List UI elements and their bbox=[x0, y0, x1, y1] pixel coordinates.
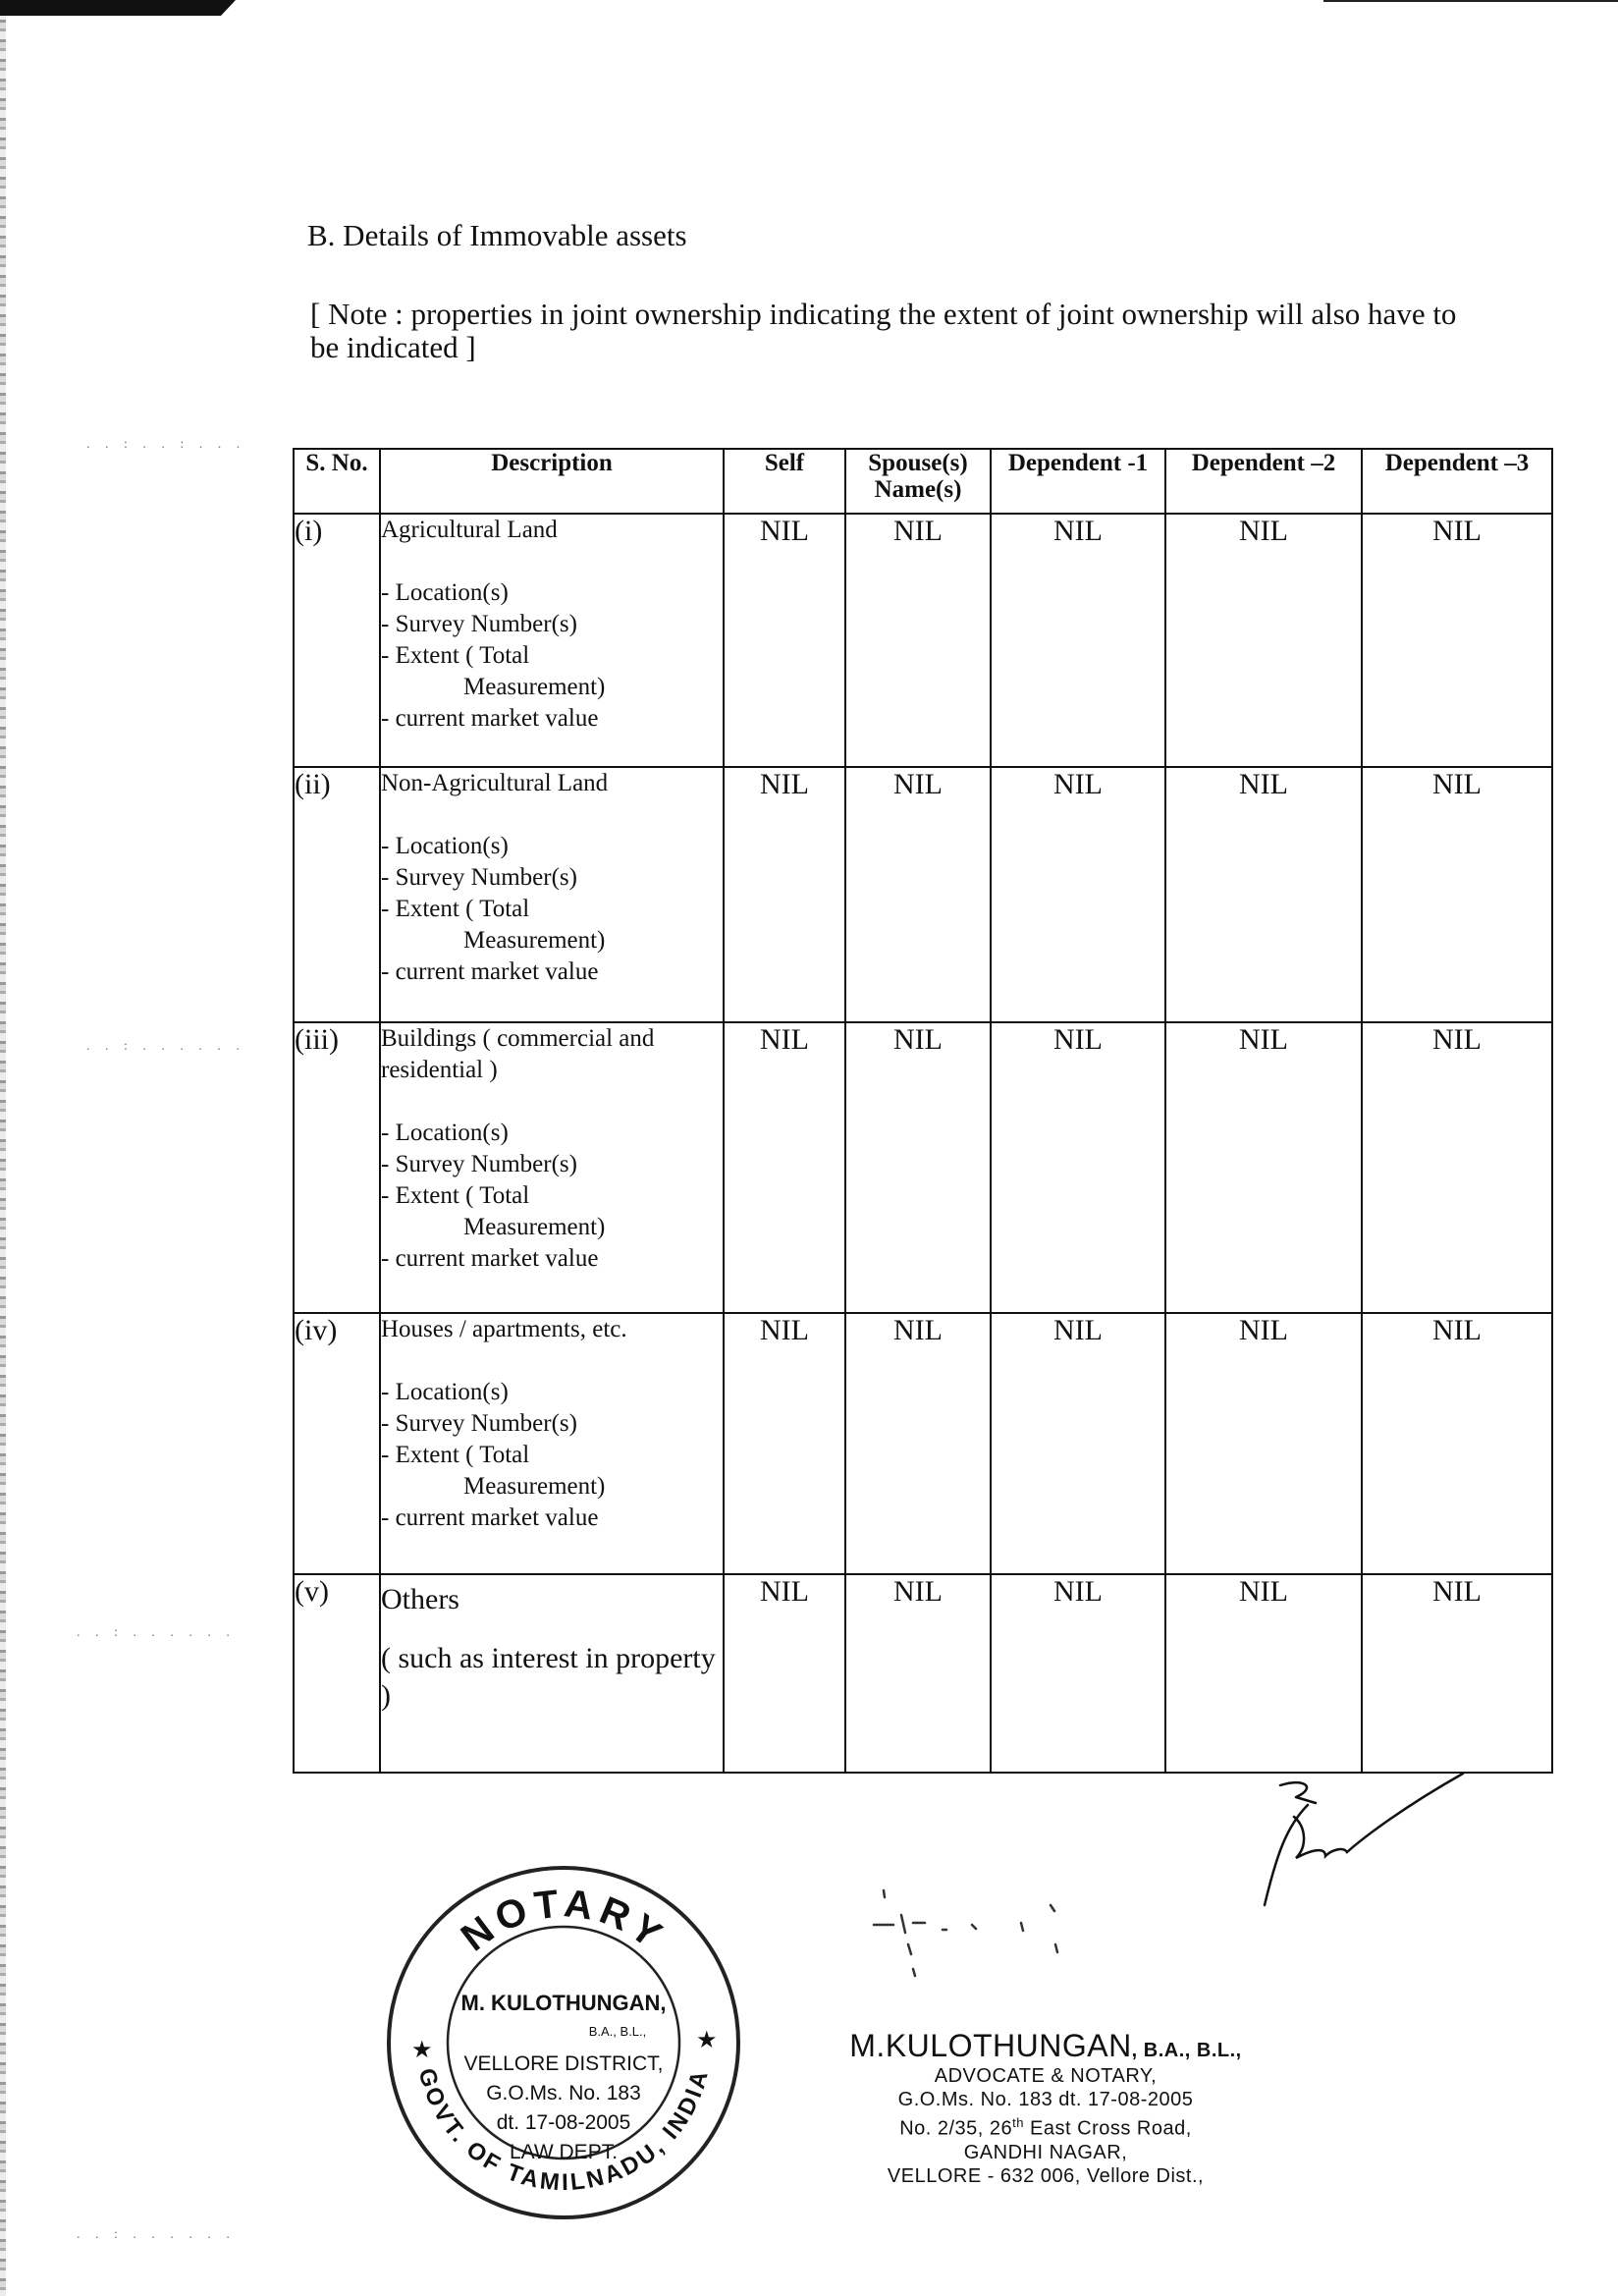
scan-edge-artifact bbox=[0, 0, 6, 2296]
margin-dots: . . : . . . . . . bbox=[86, 1039, 245, 1054]
detail-line: - Survey Number(s) bbox=[381, 864, 577, 891]
detail-line: - Location(s) bbox=[381, 579, 509, 606]
margin-dots: . . : . . . . . . bbox=[77, 1625, 236, 1640]
detail-line: ( such as interest in property ) bbox=[381, 1642, 716, 1712]
seal-name: M. KULOTHUNGAN, bbox=[460, 1991, 667, 2015]
seal-top-text: NOTARY bbox=[453, 1882, 674, 1960]
detail-line: - Extent ( Total bbox=[381, 896, 530, 922]
value-dependent-2: NIL bbox=[1165, 767, 1362, 1022]
detail-line: Measurement) bbox=[463, 1214, 606, 1240]
value-spouse: NIL bbox=[845, 514, 991, 767]
value-self: NIL bbox=[724, 1313, 845, 1574]
value-dependent-1: NIL bbox=[991, 767, 1165, 1022]
row-title: Agricultural Land bbox=[381, 517, 558, 543]
table-row bbox=[294, 1574, 1552, 1773]
detail-line: - Location(s) bbox=[381, 1379, 509, 1405]
seal-date: dt. 17-08-2005 bbox=[496, 2111, 631, 2134]
value-dependent-1: NIL bbox=[991, 514, 1165, 767]
row-title: Buildings ( commercial and residential ) bbox=[381, 1025, 655, 1083]
value-dependent-1: NIL bbox=[991, 1313, 1165, 1574]
value-spouse: NIL bbox=[845, 1022, 991, 1313]
notary-title: ADVOCATE & NOTARY, bbox=[934, 2065, 1158, 2087]
detail-line: - Extent ( Total bbox=[381, 642, 530, 669]
seal-degree: B.A., B.L., bbox=[588, 2024, 647, 2039]
detail-line: - Survey Number(s) bbox=[381, 611, 577, 637]
value-spouse: NIL bbox=[845, 767, 991, 1022]
notary-degree: , B.A., B.L., bbox=[1131, 2040, 1242, 2061]
detail-line: - Location(s) bbox=[381, 833, 509, 859]
detail-line: - Extent ( Total bbox=[381, 1182, 530, 1209]
detail-line: - current market value bbox=[381, 958, 599, 985]
notary-stamp bbox=[839, 2028, 1252, 2188]
header-sno: S. No. bbox=[294, 449, 380, 514]
row-sno: (i) bbox=[294, 514, 380, 767]
row-sno: (iv) bbox=[294, 1313, 380, 1574]
value-dependent-3: NIL bbox=[1362, 514, 1552, 767]
value-dependent-1: NIL bbox=[991, 1574, 1165, 1773]
star-icon: ★ bbox=[696, 2028, 718, 2053]
section-heading: B. Details of Immovable assets bbox=[307, 218, 687, 252]
header-dependent-1: Dependent -1 bbox=[991, 449, 1165, 514]
value-spouse: NIL bbox=[845, 1574, 991, 1773]
row-description bbox=[380, 1574, 724, 1773]
row-description bbox=[380, 767, 724, 1022]
value-self: NIL bbox=[724, 1022, 845, 1313]
header-self: Self bbox=[724, 449, 845, 514]
value-self: NIL bbox=[724, 767, 845, 1022]
table-row bbox=[294, 1313, 1552, 1574]
row-title: Houses / apartments, etc. bbox=[381, 1316, 627, 1342]
seal-district: VELLORE DISTRICT, bbox=[463, 2052, 664, 2075]
value-self: NIL bbox=[724, 514, 845, 767]
value-self: NIL bbox=[724, 1574, 845, 1773]
section-note: [ Note : properties in joint ownership indicating the extent of joint ownership will also have to be indicated ] bbox=[310, 297, 1457, 364]
value-dependent-2: NIL bbox=[1165, 1574, 1362, 1773]
notary-city: VELLORE - 632 006, Vellore Dist., bbox=[887, 2164, 1205, 2187]
seal-dept: LAW DEPT. bbox=[509, 2141, 619, 2163]
table-row bbox=[294, 1022, 1552, 1313]
value-dependent-1: NIL bbox=[991, 1022, 1165, 1313]
detail-line: - current market value bbox=[381, 705, 599, 732]
margin-dots: . . : . . . . . . bbox=[77, 2227, 236, 2242]
header-dependent-3: Dependent –3 bbox=[1362, 449, 1552, 514]
value-dependent-3: NIL bbox=[1362, 1574, 1552, 1773]
table-row bbox=[294, 514, 1552, 767]
value-dependent-2: NIL bbox=[1165, 1022, 1362, 1313]
notary-area: GANDHI NAGAR, bbox=[963, 2141, 1128, 2163]
notary-seal bbox=[377, 1861, 750, 2224]
table-header-row bbox=[294, 449, 1552, 514]
detail-line: Measurement) bbox=[463, 674, 606, 700]
notary-address: No. 2/35, 26th East Cross Road, bbox=[899, 2115, 1192, 2140]
seal-order: G.O.Ms. No. 183 bbox=[486, 2082, 641, 2105]
detail-line: - current market value bbox=[381, 1245, 599, 1272]
row-description bbox=[380, 1313, 724, 1574]
signature bbox=[1257, 1768, 1483, 1925]
notary-order: G.O.Ms. No. 183 dt. 17-08-2005 bbox=[897, 2089, 1194, 2110]
detail-line: - Survey Number(s) bbox=[381, 1410, 577, 1437]
table-row bbox=[294, 767, 1552, 1022]
header-spouse: Spouse(s) Name(s) bbox=[845, 449, 991, 514]
seal-bottom-text: GOVT. OF TAMILNADU, INDIA bbox=[412, 2065, 715, 2197]
row-title: Others bbox=[381, 1583, 459, 1615]
detail-line: Measurement) bbox=[463, 927, 606, 954]
notary-name: M.KULOTHUNGAN bbox=[849, 2028, 1132, 2063]
row-description bbox=[380, 514, 724, 767]
value-dependent-2: NIL bbox=[1165, 1313, 1362, 1574]
top-edge-line bbox=[1323, 0, 1618, 2]
detail-line: - Survey Number(s) bbox=[381, 1151, 577, 1177]
value-spouse: NIL bbox=[845, 1313, 991, 1574]
faint-signature-marks bbox=[854, 1886, 1149, 1994]
detail-line: - Location(s) bbox=[381, 1120, 509, 1146]
margin-dots: . . : . . : . . . bbox=[86, 437, 246, 452]
value-dependent-3: NIL bbox=[1362, 767, 1552, 1022]
value-dependent-3: NIL bbox=[1362, 1022, 1552, 1313]
header-description: Description bbox=[380, 449, 724, 514]
detail-line: - Extent ( Total bbox=[381, 1442, 530, 1468]
detail-line: - current market value bbox=[381, 1504, 599, 1531]
value-dependent-3: NIL bbox=[1362, 1313, 1552, 1574]
row-sno: (ii) bbox=[294, 767, 380, 1022]
immovable-assets-table bbox=[293, 448, 1553, 1774]
row-description bbox=[380, 1022, 724, 1313]
header-dependent-2: Dependent –2 bbox=[1165, 449, 1362, 514]
value-dependent-2: NIL bbox=[1165, 514, 1362, 767]
row-sno: (iii) bbox=[294, 1022, 380, 1313]
row-title: Non-Agricultural Land bbox=[381, 770, 609, 796]
corner-wedge-artifact bbox=[0, 0, 236, 16]
star-icon: ★ bbox=[411, 2038, 433, 2063]
row-sno: (v) bbox=[294, 1574, 380, 1773]
detail-line: Measurement) bbox=[463, 1473, 606, 1500]
